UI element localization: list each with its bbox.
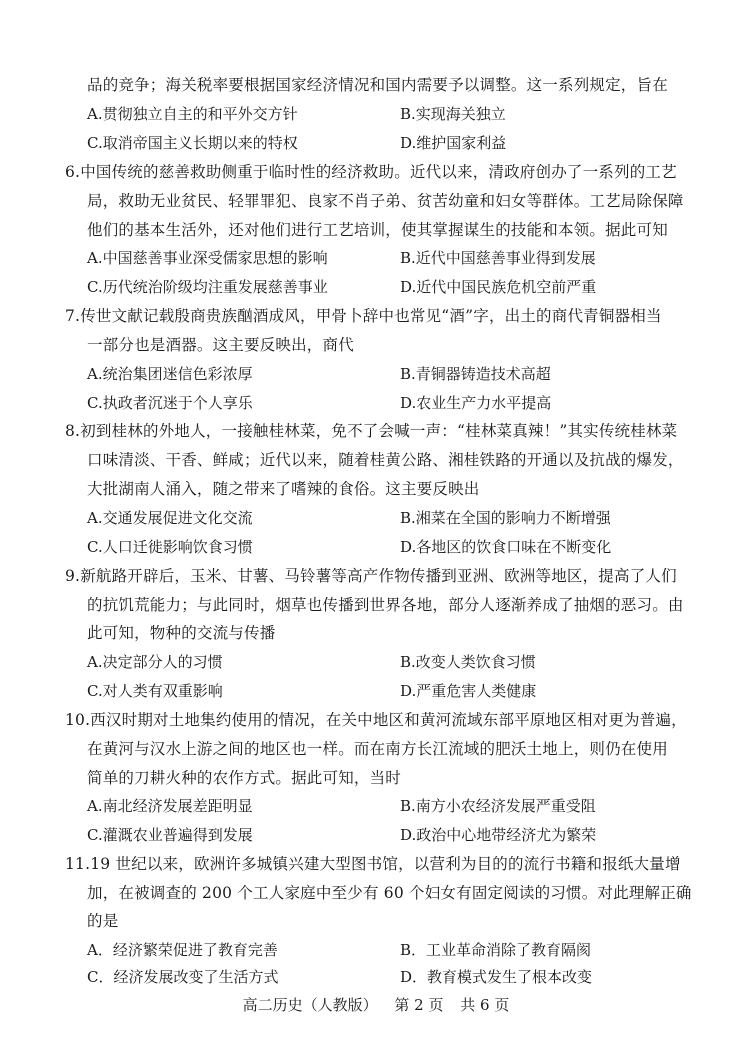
question-11-line-2: 加，在被调查的 200 个工人家庭中至少有 60 个妇女有固定阅读的习惯。对此理解正确	[87, 884, 692, 902]
question-7-line-1: 7.传世文献记载殷商贵族酗酒成风，甲骨卜辞中也常见“酒”字，出土的商代青铜器相当	[65, 307, 662, 325]
option-c: C.人口迁徙影响饮食习惯	[87, 538, 253, 556]
option-a: A.决定部分人的习惯	[87, 653, 223, 671]
option-c: C.取消帝国主义长期以来的特权	[87, 134, 298, 152]
page-footer	[0, 995, 752, 1015]
option-b: B.近代中国慈善事业得到发展	[400, 249, 596, 267]
question-11-line-3: 的是	[87, 912, 119, 930]
option-c: C.执政者沉迷于个人享乐	[87, 394, 253, 412]
option-a: A.交通发展促进文化交流	[87, 509, 253, 527]
footer-subject: 高二历史（人教版）	[242, 996, 378, 1014]
question-8-line-3: 大批湖南人涌入，随之带来了嗜辣的食俗。这主要反映出	[87, 480, 480, 498]
question-10-line-3: 简单的刀耕火种的农作方式。据此可知，当时	[87, 769, 402, 787]
question-10-line-1: 10.西汉时期对土地集约使用的情况，在关中地区和黄河流域东部平原地区相对更为普遍，	[65, 711, 687, 729]
question-9-line-3: 此可知，物种的交流与传播	[87, 624, 276, 642]
question-8-line-1: 8.初到桂林的外地人，一接触桂林菜，免不了会喊一声：“桂林菜真辣！”其实传统桂林菜	[65, 422, 678, 440]
question-11-line-1: 11.19 世纪以来，欧洲许多城镇兴建大型图书馆，以营利为目的的流行书籍和报纸大量增	[65, 855, 681, 873]
option-b: B.南方小农经济发展严重受阻	[400, 797, 596, 815]
question-text-line: 品的竞争；海关税率要根据国家经济情况和国内需要予以调整。这一系列规定，旨在	[87, 76, 668, 94]
option-a: A.统治集团迷信色彩浓厚	[87, 365, 253, 383]
option-b: B.实现海关独立	[400, 105, 506, 123]
question-10-line-2: 在黄河与汉水上游之间的地区也一样。而在南方长江流域的肥沃土地上，则仍在使用	[87, 740, 668, 758]
option-b: B.青铜器铸造技术高超	[400, 365, 551, 383]
option-a: A.贯彻独立自主的和平外交方针	[87, 105, 298, 123]
option-d: D.严重危害人类健康	[400, 682, 537, 700]
option-b: B．工业革命消除了教育隔阂	[400, 941, 592, 959]
footer-total-pages: 共 6 页	[460, 996, 510, 1014]
question-9-line-1: 9.新航路开辟后，玉米、甘薯、马铃薯等高产作物传播到亚洲、欧洲等地区，提高了人们	[65, 567, 677, 585]
footer-page-number: 第 2 页	[394, 996, 444, 1014]
option-b: B.湘菜在全国的影响力不断增强	[400, 509, 611, 527]
option-d: D.各地区的饮食口味在不断变化	[400, 538, 612, 556]
question-7-line-2: 一部分也是酒器。这主要反映出，商代	[87, 336, 354, 354]
option-d: D.政治中心地带经济尤为繁荣	[400, 826, 597, 844]
option-d: D．教育模式发生了根本改变	[400, 968, 593, 986]
option-d: D.近代中国民族危机空前严重	[400, 278, 597, 296]
option-a: A.南北经济发展差距明显	[87, 797, 253, 815]
question-6-line-1: 6.中国传统的慈善救助侧重于临时性的经济救助。近代以来，清政府创办了一系列的工艺	[65, 163, 677, 181]
option-d: D.农业生产力水平提高	[400, 394, 552, 412]
option-a: A.中国慈善事业深受儒家思想的影响	[87, 249, 328, 267]
option-a: A．经济繁荣促进了教育完善	[87, 941, 278, 959]
question-8-line-2: 口味清淡、干香、鲜咸；近代以来，随着桂黄公路、湘桂铁路的开通以及抗战的爆发，	[87, 451, 684, 469]
question-6-line-3: 他们的基本生活外，还对他们进行工艺培训，使其掌握谋生的技能和本领。据此可知	[87, 221, 668, 239]
question-9-line-2: 的抗饥荒能力；与此同时，烟草也传播到世界各地，部分人逐渐养成了抽烟的恶习。由	[87, 596, 684, 614]
option-c: C.历代统治阶级均注重发展慈善事业	[87, 278, 328, 296]
option-c: C.灌溉农业普遍得到发展	[87, 826, 253, 844]
question-6-line-2: 局，救助无业贫民、轻罪罪犯、良家不肖子弟、贫苦幼童和妇女等群体。工艺局除保障	[87, 192, 684, 210]
option-c: C.对人类有双重影响	[87, 682, 223, 700]
option-b: B.改变人类饮食习惯	[400, 653, 536, 671]
option-c: C．经济发展改变了生活方式	[87, 968, 279, 986]
option-d: D.维护国家利益	[400, 134, 507, 152]
